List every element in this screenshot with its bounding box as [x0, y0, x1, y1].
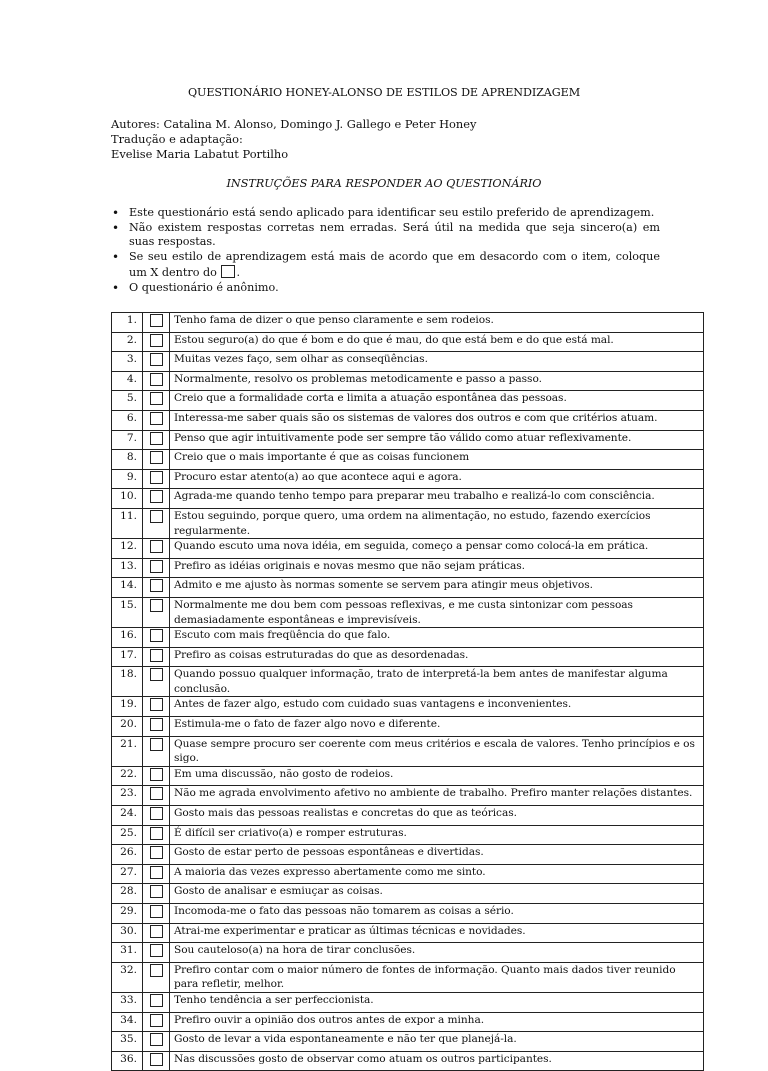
authors-line: Autores: Catalina M. Alonso, Domingo J. Gallego e Peter Honey [111, 117, 477, 131]
answer-checkbox[interactable] [150, 579, 163, 592]
question-number: 33. [112, 992, 143, 1012]
question-text: Em uma discussão, não gosto de rodeios. [170, 766, 704, 786]
question-text: Creio que a formalidade corta e limita a atuação espontânea das pessoas. [170, 391, 704, 411]
question-number: 13. [112, 558, 143, 578]
question-number: 2. [112, 332, 143, 352]
question-number: 6. [112, 410, 143, 430]
answer-cell [143, 697, 170, 717]
answer-checkbox[interactable] [150, 846, 163, 859]
question-text: Muitas vezes faço, sem olhar as conseqüências. [170, 352, 704, 372]
question-row [112, 332, 704, 352]
question-row [112, 371, 704, 391]
answer-checkbox[interactable] [150, 698, 163, 711]
answer-cell [143, 352, 170, 372]
question-row [112, 806, 704, 826]
question-row [112, 904, 704, 924]
question-row [112, 450, 704, 470]
question-text: A maioria das vezes expresso abertamente como me sinto. [170, 864, 704, 884]
answer-checkbox[interactable] [150, 1014, 163, 1027]
question-row [112, 736, 704, 766]
question-row [112, 717, 704, 737]
question-number: 15. [112, 597, 143, 627]
question-number: 11. [112, 508, 143, 538]
question-text: Nas discussões gosto de observar como atuam os outros participantes. [170, 1051, 704, 1071]
question-row [112, 597, 704, 627]
question-row [112, 508, 704, 538]
question-text: Atrai-me experimentar e praticar as últimas técnicas e novidades. [170, 923, 704, 943]
answer-cell [143, 766, 170, 786]
answer-cell [143, 736, 170, 766]
question-number: 3. [112, 352, 143, 372]
question-text: Tenho tendência a ser perfeccionista. [170, 992, 704, 1012]
document-title: QUESTIONÁRIO HONEY-ALONSO DE ESTILOS DE APRENDIZAGEM [187, 86, 581, 99]
question-number: 23. [112, 786, 143, 806]
question-number: 8. [112, 450, 143, 470]
question-number: 5. [112, 391, 143, 411]
answer-cell [143, 313, 170, 333]
question-number: 19. [112, 697, 143, 717]
question-number: 28. [112, 884, 143, 904]
translator-name: Evelise Maria Labatut Portilho [111, 147, 289, 161]
question-number: 36. [112, 1051, 143, 1071]
question-text: Interessa-me saber quais são os sistemas de valores dos outros e com que critérios atuam. [170, 410, 704, 430]
answer-cell [143, 489, 170, 509]
answer-checkbox[interactable] [150, 1033, 163, 1046]
document-credits [111, 117, 476, 162]
question-number: 12. [112, 539, 143, 559]
answer-cell [143, 450, 170, 470]
answer-cell [143, 845, 170, 865]
question-row [112, 923, 704, 943]
answer-cell [143, 1051, 170, 1071]
answer-checkbox[interactable] [150, 392, 163, 405]
question-text: Gosto de levar a vida espontaneamente e não ter que planejá-la. [170, 1032, 704, 1052]
question-number: 30. [112, 923, 143, 943]
question-number: 16. [112, 628, 143, 648]
question-row [112, 539, 704, 559]
question-number: 18. [112, 667, 143, 697]
questionnaire-table [111, 312, 704, 1071]
question-text: Sou cauteloso(a) na hora de tirar conclusões. [170, 943, 704, 963]
answer-checkbox[interactable] [150, 668, 163, 681]
answer-checkbox[interactable] [150, 353, 163, 366]
question-number: 21. [112, 736, 143, 766]
instruction-item [112, 221, 660, 250]
answer-checkbox[interactable] [150, 373, 163, 386]
answer-cell [143, 1032, 170, 1052]
answer-checkbox[interactable] [150, 866, 163, 879]
answer-checkbox[interactable] [150, 490, 163, 503]
question-number: 35. [112, 1032, 143, 1052]
question-number: 22. [112, 766, 143, 786]
answer-checkbox[interactable] [150, 768, 163, 781]
question-text: Tenho fama de dizer o que penso claramente e sem rodeios. [170, 313, 704, 333]
answer-checkbox[interactable] [150, 599, 163, 612]
answer-checkbox[interactable] [150, 412, 163, 425]
answer-cell [143, 923, 170, 943]
question-row [112, 962, 704, 992]
question-text: Quase sempre procuro ser coerente com meus critérios e escala de valores. Tenho princípios e os sigo. [170, 736, 704, 766]
question-row [112, 884, 704, 904]
question-text: Agrada-me quando tenho tempo para preparar meu trabalho e realizá-lo com consciência. [170, 489, 704, 509]
answer-cell [143, 992, 170, 1012]
instruction-period: . [236, 265, 241, 279]
question-text: Não me agrada envolvimento afetivo no ambiente de trabalho. Prefiro manter relações distantes. [170, 786, 704, 806]
question-number: 34. [112, 1012, 143, 1032]
answer-checkbox[interactable] [150, 994, 163, 1007]
instruction-item [112, 281, 660, 296]
question-text: Prefiro contar com o maior número de fontes de informação. Quanto mais dados tiver reunido para refletir, melhor. [170, 962, 704, 992]
question-text: Quando escuto uma nova idéia, em seguida, começo a pensar como colocá-la em prática. [170, 539, 704, 559]
question-text: Estou seguro(a) do que é bom e do que é mau, do que está bem e do que está mal. [170, 332, 704, 352]
question-row [112, 410, 704, 430]
answer-checkbox[interactable] [150, 964, 163, 977]
answer-checkbox[interactable] [150, 885, 163, 898]
answer-cell [143, 667, 170, 697]
answer-cell [143, 539, 170, 559]
question-row [112, 430, 704, 450]
answer-cell [143, 806, 170, 826]
question-text: Gosto mais das pessoas realistas e concretas do que as teóricas. [170, 806, 704, 826]
question-text: Penso que agir intuitivamente pode ser sempre tão válido como atuar reflexivamente. [170, 430, 704, 450]
question-text: Procuro estar atento(a) ao que acontece aqui e agora. [170, 469, 704, 489]
answer-cell [143, 391, 170, 411]
instruction-text: O questionário é anônimo. [129, 280, 279, 294]
question-text: Normalmente me dou bem com pessoas reflexivas, e me custa sintonizar com pessoas demasiadamente espontâneas e imprevisíveis. [170, 597, 704, 627]
question-text: Antes de fazer algo, estudo com cuidado suas vantagens e inconvenientes. [170, 697, 704, 717]
question-row [112, 352, 704, 372]
answer-cell [143, 508, 170, 538]
answer-cell [143, 904, 170, 924]
answer-checkbox[interactable] [150, 510, 163, 523]
question-number: 27. [112, 864, 143, 884]
answer-cell [143, 332, 170, 352]
question-text: Estou seguindo, porque quero, uma ordem na alimentação, no estudo, fazendo exercícios regularmente. [170, 508, 704, 538]
answer-cell [143, 864, 170, 884]
answer-checkbox[interactable] [150, 944, 163, 957]
question-row [112, 469, 704, 489]
question-row [112, 943, 704, 963]
question-row [112, 697, 704, 717]
answer-checkbox[interactable] [150, 334, 163, 347]
question-number: 32. [112, 962, 143, 992]
instructions-list [112, 206, 660, 295]
answer-checkbox[interactable] [150, 540, 163, 553]
answer-checkbox[interactable] [150, 905, 163, 918]
answer-cell [143, 962, 170, 992]
question-text: Prefiro as coisas estruturadas do que as desordenadas. [170, 647, 704, 667]
answer-cell [143, 717, 170, 737]
question-row [112, 647, 704, 667]
question-number: 1. [112, 313, 143, 333]
question-text: Quando possuo qualquer informação, trato de interpretá-la bem antes de manifestar alguma conclusão. [170, 667, 704, 697]
question-text: Escuto com mais freqüência do que falo. [170, 628, 704, 648]
instruction-text: Este questionário está sendo aplicado para identificar seu estilo preferido de aprendizagem. [129, 206, 655, 219]
question-row [112, 558, 704, 578]
question-row [112, 578, 704, 598]
question-text: Incomoda-me o fato das pessoas não tomarem as coisas a sério. [170, 904, 704, 924]
question-row [112, 992, 704, 1012]
answer-checkbox[interactable] [150, 925, 163, 938]
question-number: 31. [112, 943, 143, 963]
answer-checkbox[interactable] [150, 807, 163, 820]
question-text: Prefiro as idéias originais e novas mesmo que não sejam práticas. [170, 558, 704, 578]
question-number: 9. [112, 469, 143, 489]
question-row [112, 825, 704, 845]
question-text: Gosto de analisar e esmiuçar as coisas. [170, 884, 704, 904]
question-text: Prefiro ouvir a opinião dos outros antes de expor a minha. [170, 1012, 704, 1032]
translation-label: Tradução e adaptação: [111, 132, 243, 146]
question-row [112, 864, 704, 884]
question-row [112, 1012, 704, 1032]
question-row [112, 786, 704, 806]
instruction-text: Não existem respostas corretas nem erradas. Será útil na medida que seja sincero(a) em suas respostas. [129, 220, 660, 249]
answer-checkbox[interactable] [150, 649, 163, 662]
answer-cell [143, 469, 170, 489]
question-text: Gosto de estar perto de pessoas espontâneas e divertidas. [170, 845, 704, 865]
question-number: 25. [112, 825, 143, 845]
answer-checkbox[interactable] [150, 451, 163, 464]
question-row [112, 1032, 704, 1052]
question-row [112, 628, 704, 648]
question-number: 7. [112, 430, 143, 450]
answer-cell [143, 410, 170, 430]
answer-cell [143, 430, 170, 450]
answer-cell [143, 943, 170, 963]
question-number: 14. [112, 578, 143, 598]
question-row [112, 667, 704, 697]
answer-checkbox[interactable] [150, 314, 163, 327]
answer-cell [143, 825, 170, 845]
question-number: 26. [112, 845, 143, 865]
answer-cell [143, 647, 170, 667]
answer-checkbox[interactable] [150, 718, 163, 731]
question-number: 4. [112, 371, 143, 391]
answer-checkbox[interactable] [150, 629, 163, 642]
answer-cell [143, 1012, 170, 1032]
answer-cell [143, 884, 170, 904]
question-number: 29. [112, 904, 143, 924]
question-row [112, 845, 704, 865]
question-text: É difícil ser criativo(a) e romper estruturas. [170, 825, 704, 845]
answer-cell [143, 597, 170, 627]
question-text: Admito e me ajusto às normas somente se servem para atingir meus objetivos. [170, 578, 704, 598]
answer-cell [143, 786, 170, 806]
question-number: 10. [112, 489, 143, 509]
question-row [112, 1051, 704, 1071]
answer-cell [143, 578, 170, 598]
question-text: Normalmente, resolvo os problemas metodicamente e passo a passo. [170, 371, 704, 391]
answer-cell [143, 558, 170, 578]
question-text: Estimula-me o fato de fazer algo novo e diferente. [170, 717, 704, 737]
instruction-item [112, 250, 660, 280]
answer-checkbox[interactable] [150, 1053, 163, 1066]
answer-checkbox[interactable] [150, 471, 163, 484]
question-row [112, 313, 704, 333]
question-row [112, 766, 704, 786]
answer-checkbox[interactable] [150, 787, 163, 800]
answer-checkbox[interactable] [150, 560, 163, 573]
question-number: 24. [112, 806, 143, 826]
answer-checkbox[interactable] [150, 432, 163, 445]
question-number: 17. [112, 647, 143, 667]
question-row [112, 391, 704, 411]
instructions-heading: INSTRUÇÕES PARA RESPONDER AO QUESTIONÁRIO [226, 177, 542, 190]
answer-cell [143, 371, 170, 391]
checkbox-example-icon [221, 265, 235, 278]
answer-cell [143, 628, 170, 648]
question-number: 20. [112, 717, 143, 737]
question-row [112, 489, 704, 509]
answer-checkbox[interactable] [150, 827, 163, 840]
instruction-text: Se seu estilo de aprendizagem está mais de acordo que em desacordo com o item, coloque um X dentro do [129, 250, 660, 279]
instruction-item [112, 206, 660, 221]
question-text: Creio que o mais importante é que as coisas funcionem [170, 450, 704, 470]
answer-checkbox[interactable] [150, 738, 163, 751]
